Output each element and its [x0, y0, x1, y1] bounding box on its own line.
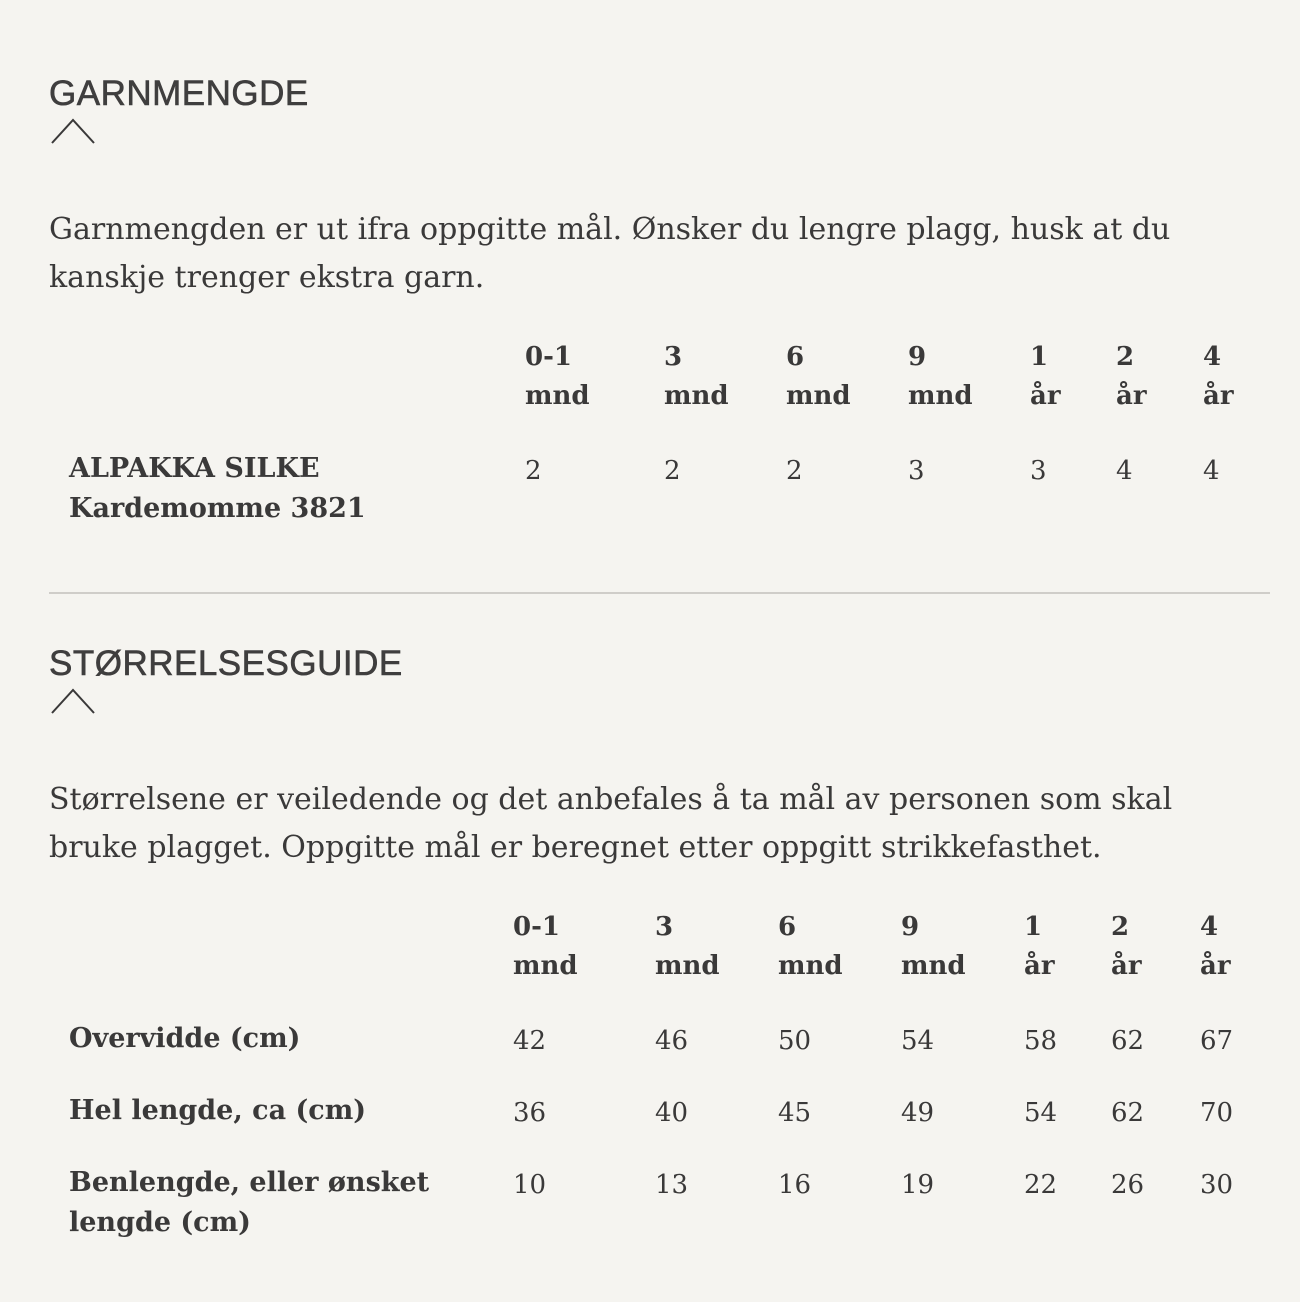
col-size-unit: år: [1024, 951, 1055, 981]
table-cell: 26: [1111, 1170, 1145, 1200]
col-size-number: 0-1: [513, 912, 560, 942]
table-cell: 30: [1200, 1170, 1234, 1200]
yarn-col-header: [525, 338, 590, 416]
size-col-header: [778, 908, 843, 986]
table-cell: 54: [1024, 1098, 1058, 1128]
col-size-unit: mnd: [655, 951, 720, 981]
size-col-header: [901, 908, 966, 986]
col-size-number: 1: [1030, 342, 1049, 372]
row-label-line: Benlengde, eller ønsket: [69, 1167, 430, 1198]
size-col-header: [1024, 908, 1055, 986]
table-cell: 54: [901, 1026, 935, 1056]
yarn-col-header: [664, 338, 729, 416]
size-col-header: [655, 908, 720, 986]
col-size-number: 2: [1116, 342, 1135, 372]
table-cell: 4: [1203, 456, 1220, 486]
table-cell: 50: [778, 1026, 812, 1056]
size-col-header: [513, 908, 578, 986]
table-cell: 3: [908, 456, 925, 486]
table-cell: 45: [778, 1098, 812, 1128]
col-size-unit: mnd: [786, 381, 851, 411]
table-cell: 36: [513, 1098, 547, 1128]
table-cell: 62: [1111, 1098, 1145, 1128]
col-size-unit: mnd: [513, 951, 578, 981]
yarn-col-header: [1203, 338, 1234, 416]
chevron-up-icon[interactable]: [50, 686, 96, 714]
row-label-line: lengde (cm): [69, 1207, 251, 1238]
size-col-header: [1111, 908, 1142, 986]
table-cell: 2: [525, 456, 542, 486]
table-cell: 49: [901, 1098, 935, 1128]
col-size-number: 4: [1203, 342, 1222, 372]
col-size-unit: mnd: [901, 951, 966, 981]
row-label: Overvidde (cm): [69, 1023, 301, 1054]
col-size-number: 4: [1200, 912, 1219, 942]
table-cell: 3: [1030, 456, 1047, 486]
yarn-col-header: [1116, 338, 1147, 416]
col-size-number: 3: [664, 342, 683, 372]
col-size-unit: år: [1030, 381, 1061, 411]
yarn-col-header: [1030, 338, 1061, 416]
yarn-color: Kardemomme 3821: [69, 493, 366, 524]
col-size-unit: år: [1203, 381, 1234, 411]
table-cell: 46: [655, 1026, 689, 1056]
row-label: [69, 449, 366, 529]
col-size-number: 0-1: [525, 342, 572, 372]
col-size-number: 6: [778, 912, 797, 942]
row-label: [69, 1163, 429, 1243]
yarn-intro-text: Garnmengden er ut ifra oppgitte mål. Ønsker du lengre plagg, husk at du kanskje trenger ekstra garn.: [49, 212, 1171, 295]
col-size-unit: år: [1116, 381, 1147, 411]
col-size-number: 3: [655, 912, 674, 942]
chevron-up-icon[interactable]: [50, 116, 96, 144]
table-cell: 42: [513, 1026, 547, 1056]
col-size-unit: mnd: [908, 381, 973, 411]
table-cell: 67: [1200, 1026, 1234, 1056]
col-size-number: 2: [1111, 912, 1130, 942]
table-cell: 70: [1200, 1098, 1234, 1128]
table-cell: 19: [901, 1170, 935, 1200]
table-cell: 62: [1111, 1026, 1145, 1056]
size-intro-text: Størrelsene er veiledende og det anbefales å ta mål av personen som skal bruke plagget. Oppgitte mål er beregnet etter oppgitt strikkefasthet.: [49, 782, 1173, 865]
row-label: Hel lengde, ca (cm): [69, 1095, 367, 1126]
table-cell: 2: [664, 456, 681, 486]
yarn-name: ALPAKKA SILKE: [69, 453, 320, 484]
table-cell: 4: [1116, 456, 1133, 486]
col-size-number: 9: [908, 342, 927, 372]
table-cell: 58: [1024, 1026, 1058, 1056]
col-size-unit: år: [1111, 951, 1142, 981]
col-size-number: 1: [1024, 912, 1043, 942]
col-size-unit: mnd: [778, 951, 843, 981]
yarn-section-title[interactable]: GARNMENGDE: [49, 74, 309, 113]
col-size-number: 9: [901, 912, 920, 942]
table-cell: 16: [778, 1170, 812, 1200]
col-size-unit: år: [1200, 951, 1231, 981]
table-cell: 22: [1024, 1170, 1058, 1200]
col-size-number: 6: [786, 342, 805, 372]
col-size-unit: mnd: [525, 381, 590, 411]
section-divider: [49, 592, 1270, 594]
yarn-col-header: [786, 338, 851, 416]
table-cell: 10: [513, 1170, 547, 1200]
col-size-unit: mnd: [664, 381, 729, 411]
table-cell: 40: [655, 1098, 689, 1128]
table-cell: 13: [655, 1170, 689, 1200]
table-cell: 2: [786, 456, 803, 486]
yarn-col-header: [908, 338, 973, 416]
size-section-title[interactable]: STØRRELSESGUIDE: [49, 644, 403, 683]
size-col-header: [1200, 908, 1231, 986]
